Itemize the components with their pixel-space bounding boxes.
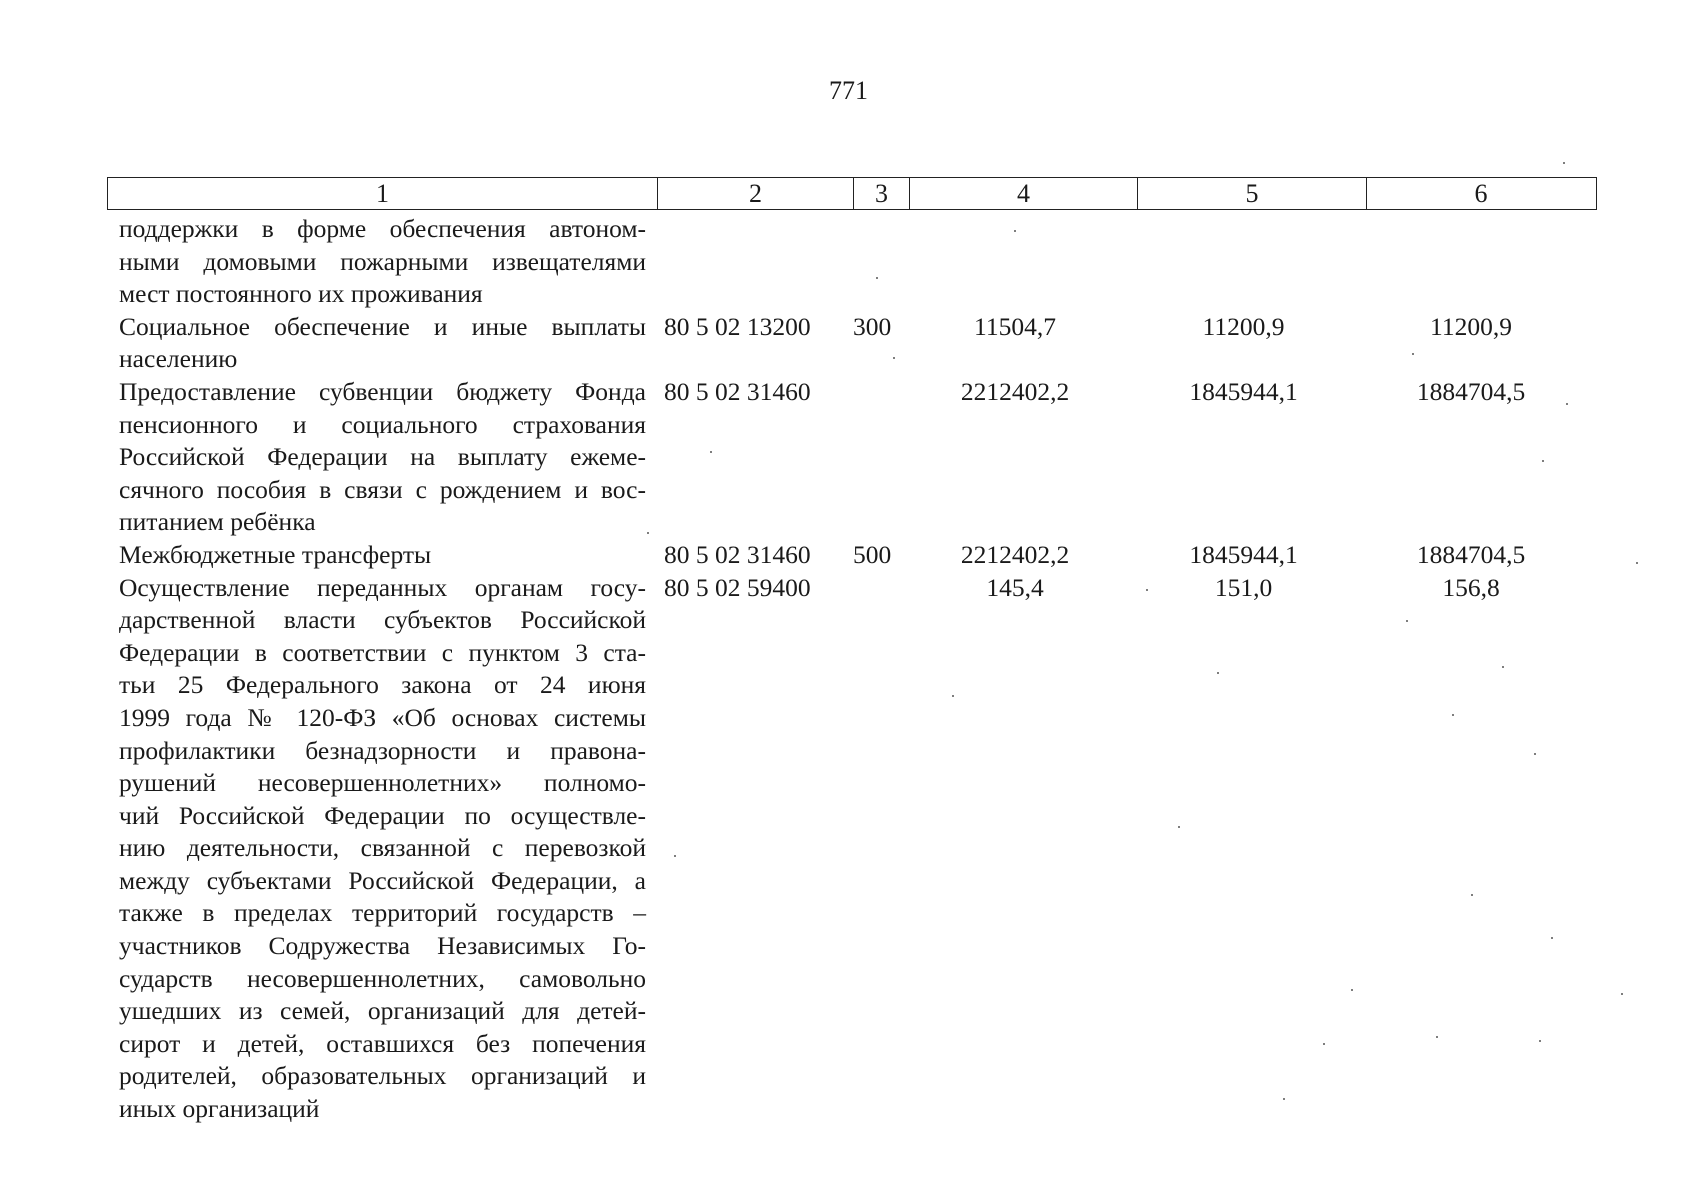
description-line: ушедших из семей, организаций для детей- [119, 996, 646, 1026]
row-code: 80 5 02 59400 [664, 572, 811, 602]
row-code: 80 5 02 31460 [664, 539, 811, 569]
row-value-col5 [1129, 213, 1358, 311]
scan-speck [1471, 894, 1473, 896]
scan-speck [1452, 714, 1454, 716]
scan-speck [1551, 937, 1553, 939]
scan-speck [1539, 1040, 1541, 1042]
description-line: сударств несовершеннолетних, самовольно [119, 963, 646, 993]
scan-speck [1178, 826, 1180, 828]
row-value-col6 [1358, 213, 1584, 311]
row-expense-type: 500 [853, 539, 892, 569]
page-number: 771 [829, 76, 868, 105]
scan-speck [1351, 989, 1353, 991]
header-col-5: 5 [1138, 178, 1367, 209]
scan-speck [1436, 1036, 1438, 1038]
description-line: поддержки в форме обеспечения автоном- [119, 214, 646, 243]
scan-speck [1146, 589, 1148, 591]
scan-speck [1566, 403, 1568, 405]
table-row [107, 539, 1597, 572]
table-header [107, 177, 1597, 210]
description-line: населению [119, 344, 238, 374]
header-col-3: 3 [854, 178, 910, 209]
description-line: сячного пособия в связи с рождением и вос- [119, 474, 646, 504]
description-line: Федерации в соответствии с пунктом 3 ста- [119, 637, 646, 667]
description-line: Осуществление переданных органам госу- [119, 572, 646, 602]
description-line: участников Содружества Независимых Го- [119, 931, 646, 961]
header-col-4: 4 [910, 178, 1138, 209]
row-expense-type: 300 [853, 311, 892, 341]
row-description [107, 311, 650, 376]
table-body [107, 213, 1597, 1126]
header-col-1: 1 [108, 178, 658, 209]
scan-speck [1217, 672, 1219, 674]
row-value-col6: 1884704,5 [1416, 376, 1526, 406]
description-line: питанием ребёнка [119, 507, 316, 537]
scan-speck [647, 532, 649, 534]
description-line: мест постоянного их проживания [119, 279, 483, 309]
row-description [107, 376, 650, 539]
description-line: ными домовыми пожарными извещателями [119, 246, 646, 276]
scan-speck [1412, 353, 1414, 355]
row-value-col6: 156,8 [1442, 572, 1500, 602]
description-line: Предоставление субвенции бюджету Фонда [119, 376, 646, 406]
row-expense-type [845, 376, 901, 539]
scan-speck [1502, 666, 1504, 668]
description-line: Социальное обеспечение и иные выплаты [119, 311, 646, 341]
scan-speck [1636, 562, 1638, 564]
row-value-col5: 1845944,1 [1189, 376, 1298, 406]
header-col-2: 2 [658, 178, 854, 209]
row-code: 80 5 02 13200 [664, 311, 811, 341]
description-line: 1999 года № 120-ФЗ «Об основах системы [119, 702, 646, 732]
row-code [650, 213, 845, 311]
row-value-col4 [901, 213, 1129, 311]
row-value-col4: 2212402,2 [960, 376, 1070, 406]
row-value-col5: 1845944,1 [1189, 539, 1298, 569]
description-line: Российской Федерации на выплату ежеме- [119, 442, 646, 472]
description-line: рушений несовершеннолетних» полномо- [119, 768, 646, 798]
description-line: также в пределах территорий государств – [119, 898, 646, 928]
scan-speck [674, 855, 676, 857]
header-col-6: 6 [1474, 179, 1488, 208]
scan-speck [1542, 460, 1544, 462]
description-line: между субъектами Российской Федерации, а [119, 865, 646, 895]
table-row [107, 572, 1597, 1126]
row-value-col6: 11200,9 [1430, 311, 1512, 341]
scan-speck [1323, 1043, 1325, 1045]
table-row [107, 213, 1597, 311]
row-expense-type [845, 213, 901, 311]
scan-speck [1534, 753, 1536, 755]
description-line: пенсионного и социального страхования [119, 409, 646, 439]
scan-speck [1014, 230, 1016, 232]
scan-speck [876, 277, 878, 279]
description-line: родителей, образовательных организаций и [119, 1061, 646, 1091]
row-description [107, 572, 650, 1126]
table-row [107, 311, 1597, 376]
description-line: Межбюджетные трансферты [119, 539, 432, 569]
row-description [107, 539, 650, 572]
scan-speck [893, 357, 895, 359]
description-line: чий Российской Федерации по осуществле- [119, 800, 646, 830]
description-line: сирот и детей, оставшихся без попечения [119, 1028, 646, 1058]
description-line: нию деятельности, связанной с перевозкой [119, 833, 646, 863]
row-value-col4: 2212402,2 [960, 539, 1070, 569]
row-code: 80 5 02 31460 [664, 376, 811, 406]
scan-speck [1621, 993, 1623, 995]
scan-speck [710, 451, 712, 453]
row-value-col5: 151,0 [1214, 572, 1273, 602]
scan-speck [1406, 620, 1408, 622]
scan-speck [1283, 1098, 1285, 1100]
description-line: профилактики безнадзорности и правона- [119, 735, 646, 765]
description-line: тьи 25 Федерального закона от 24 июня [119, 670, 646, 700]
row-value-col4: 11504,7 [974, 311, 1056, 341]
row-value-col4: 145,4 [986, 572, 1044, 602]
row-value-col5: 11200,9 [1202, 311, 1285, 341]
scan-speck [1563, 162, 1565, 164]
row-expense-type [845, 572, 901, 1126]
row-value-col6: 1884704,5 [1416, 539, 1526, 569]
table-row [107, 376, 1597, 539]
row-description [107, 213, 650, 311]
description-line: иных организаций [119, 1094, 320, 1124]
scan-speck [952, 695, 954, 697]
description-line: дарственной власти субъектов Российской [119, 605, 646, 635]
